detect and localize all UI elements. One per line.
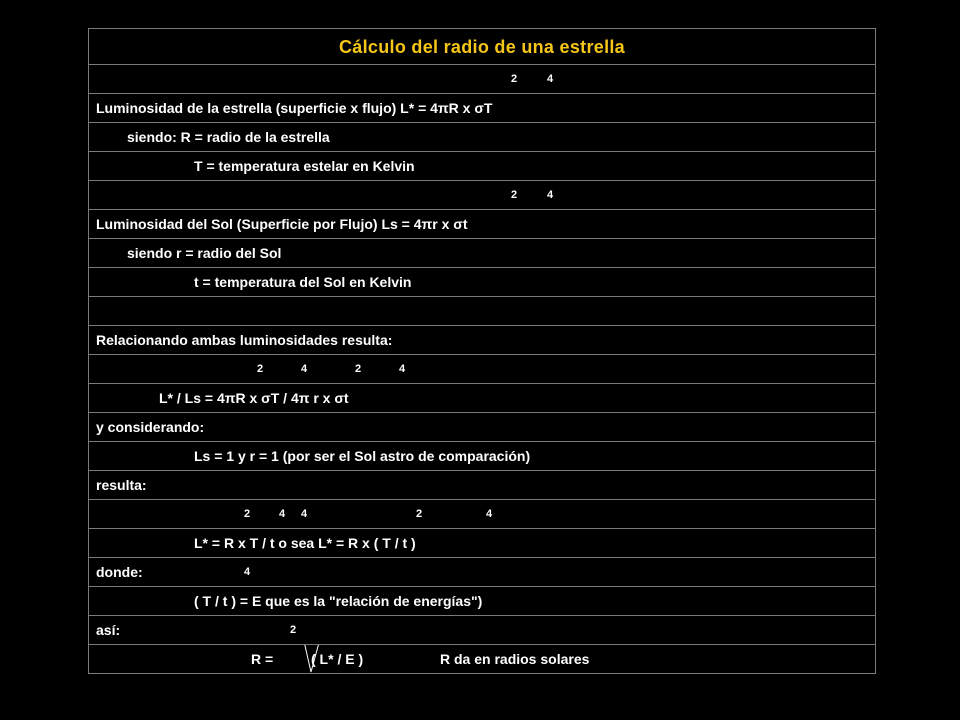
exponent: 4 [244,566,251,578]
ratio-formula-row [89,384,875,413]
assumption-row [89,442,875,471]
energy-ratio-text: ( T / t ) = E que es la "relación de energías") [194,593,483,609]
where-label: donde: [96,564,143,580]
exponent-row [89,181,875,210]
luminosity-result-formula: L* = R x T / t o sea L* = R x ( T / t ) [194,535,416,551]
star-luminosity-row [89,94,875,123]
result-label-row [89,471,875,500]
exponent: 4 [486,508,493,520]
exponent-row [89,65,875,94]
exponent: 4 [547,73,554,85]
exponent: 2 [244,508,251,520]
considering-text: y considerando: [96,419,205,435]
root-index: 2 [290,624,297,636]
exponent: 4 [279,508,286,520]
ratio-formula: L* / Ls = 4πR x σT / 4π r x σt [159,390,349,406]
exponent: 2 [511,73,518,85]
definition-row [89,268,875,297]
thus-row [89,616,875,645]
exponent: 4 [399,363,406,375]
empty-row [89,297,875,326]
considering-row [89,413,875,442]
sun-luminosity-row [89,210,875,239]
exponent: 4 [301,363,308,375]
definition-row [89,239,875,268]
result-label: resulta: [96,477,147,493]
sun-radius-definition: siendo r = radio del Sol [127,245,282,261]
star-radius-definition: siendo: R = radio de la estrella [127,129,330,145]
star-temperature-definition: T = temperatura estelar en Kelvin [194,158,415,174]
definition-row [89,123,875,152]
exponent-row [89,355,875,384]
star-luminosity-text: Luminosidad de la estrella (superficie x flujo) L* = 4πR x σT [96,100,493,116]
assumption-text: Ls = 1 y r = 1 (por ser el Sol astro de comparación) [194,448,531,464]
exponent: 2 [511,189,518,201]
definition-row [89,152,875,181]
exponent: 2 [355,363,362,375]
relation-text: Relacionando ambas luminosidades resulta: [96,332,393,348]
exponent-row [89,500,875,529]
radius-unit-note: R da en radios solares [440,651,590,667]
relation-row [89,326,875,355]
page-title: Cálculo del radio de una estrella [89,29,875,65]
energy-ratio-row [89,587,875,616]
thus-label: así: [96,622,121,638]
sun-luminosity-text: Luminosidad del Sol (Superficie por Flujo) Ls = 4πr x σt [96,216,468,232]
sun-temperature-definition: t = temperatura del Sol en Kelvin [194,274,412,290]
exponent: 4 [547,189,554,201]
exponent: 4 [301,508,308,520]
luminosity-result-row [89,529,875,558]
exponent: 2 [416,508,423,520]
radius-formula-row [89,645,875,674]
radius-rhs: ( L* / E ) [311,651,364,667]
radius-lhs: R = [251,651,274,667]
where-row [89,558,875,587]
exponent: 2 [257,363,264,375]
formula-table [88,28,876,674]
